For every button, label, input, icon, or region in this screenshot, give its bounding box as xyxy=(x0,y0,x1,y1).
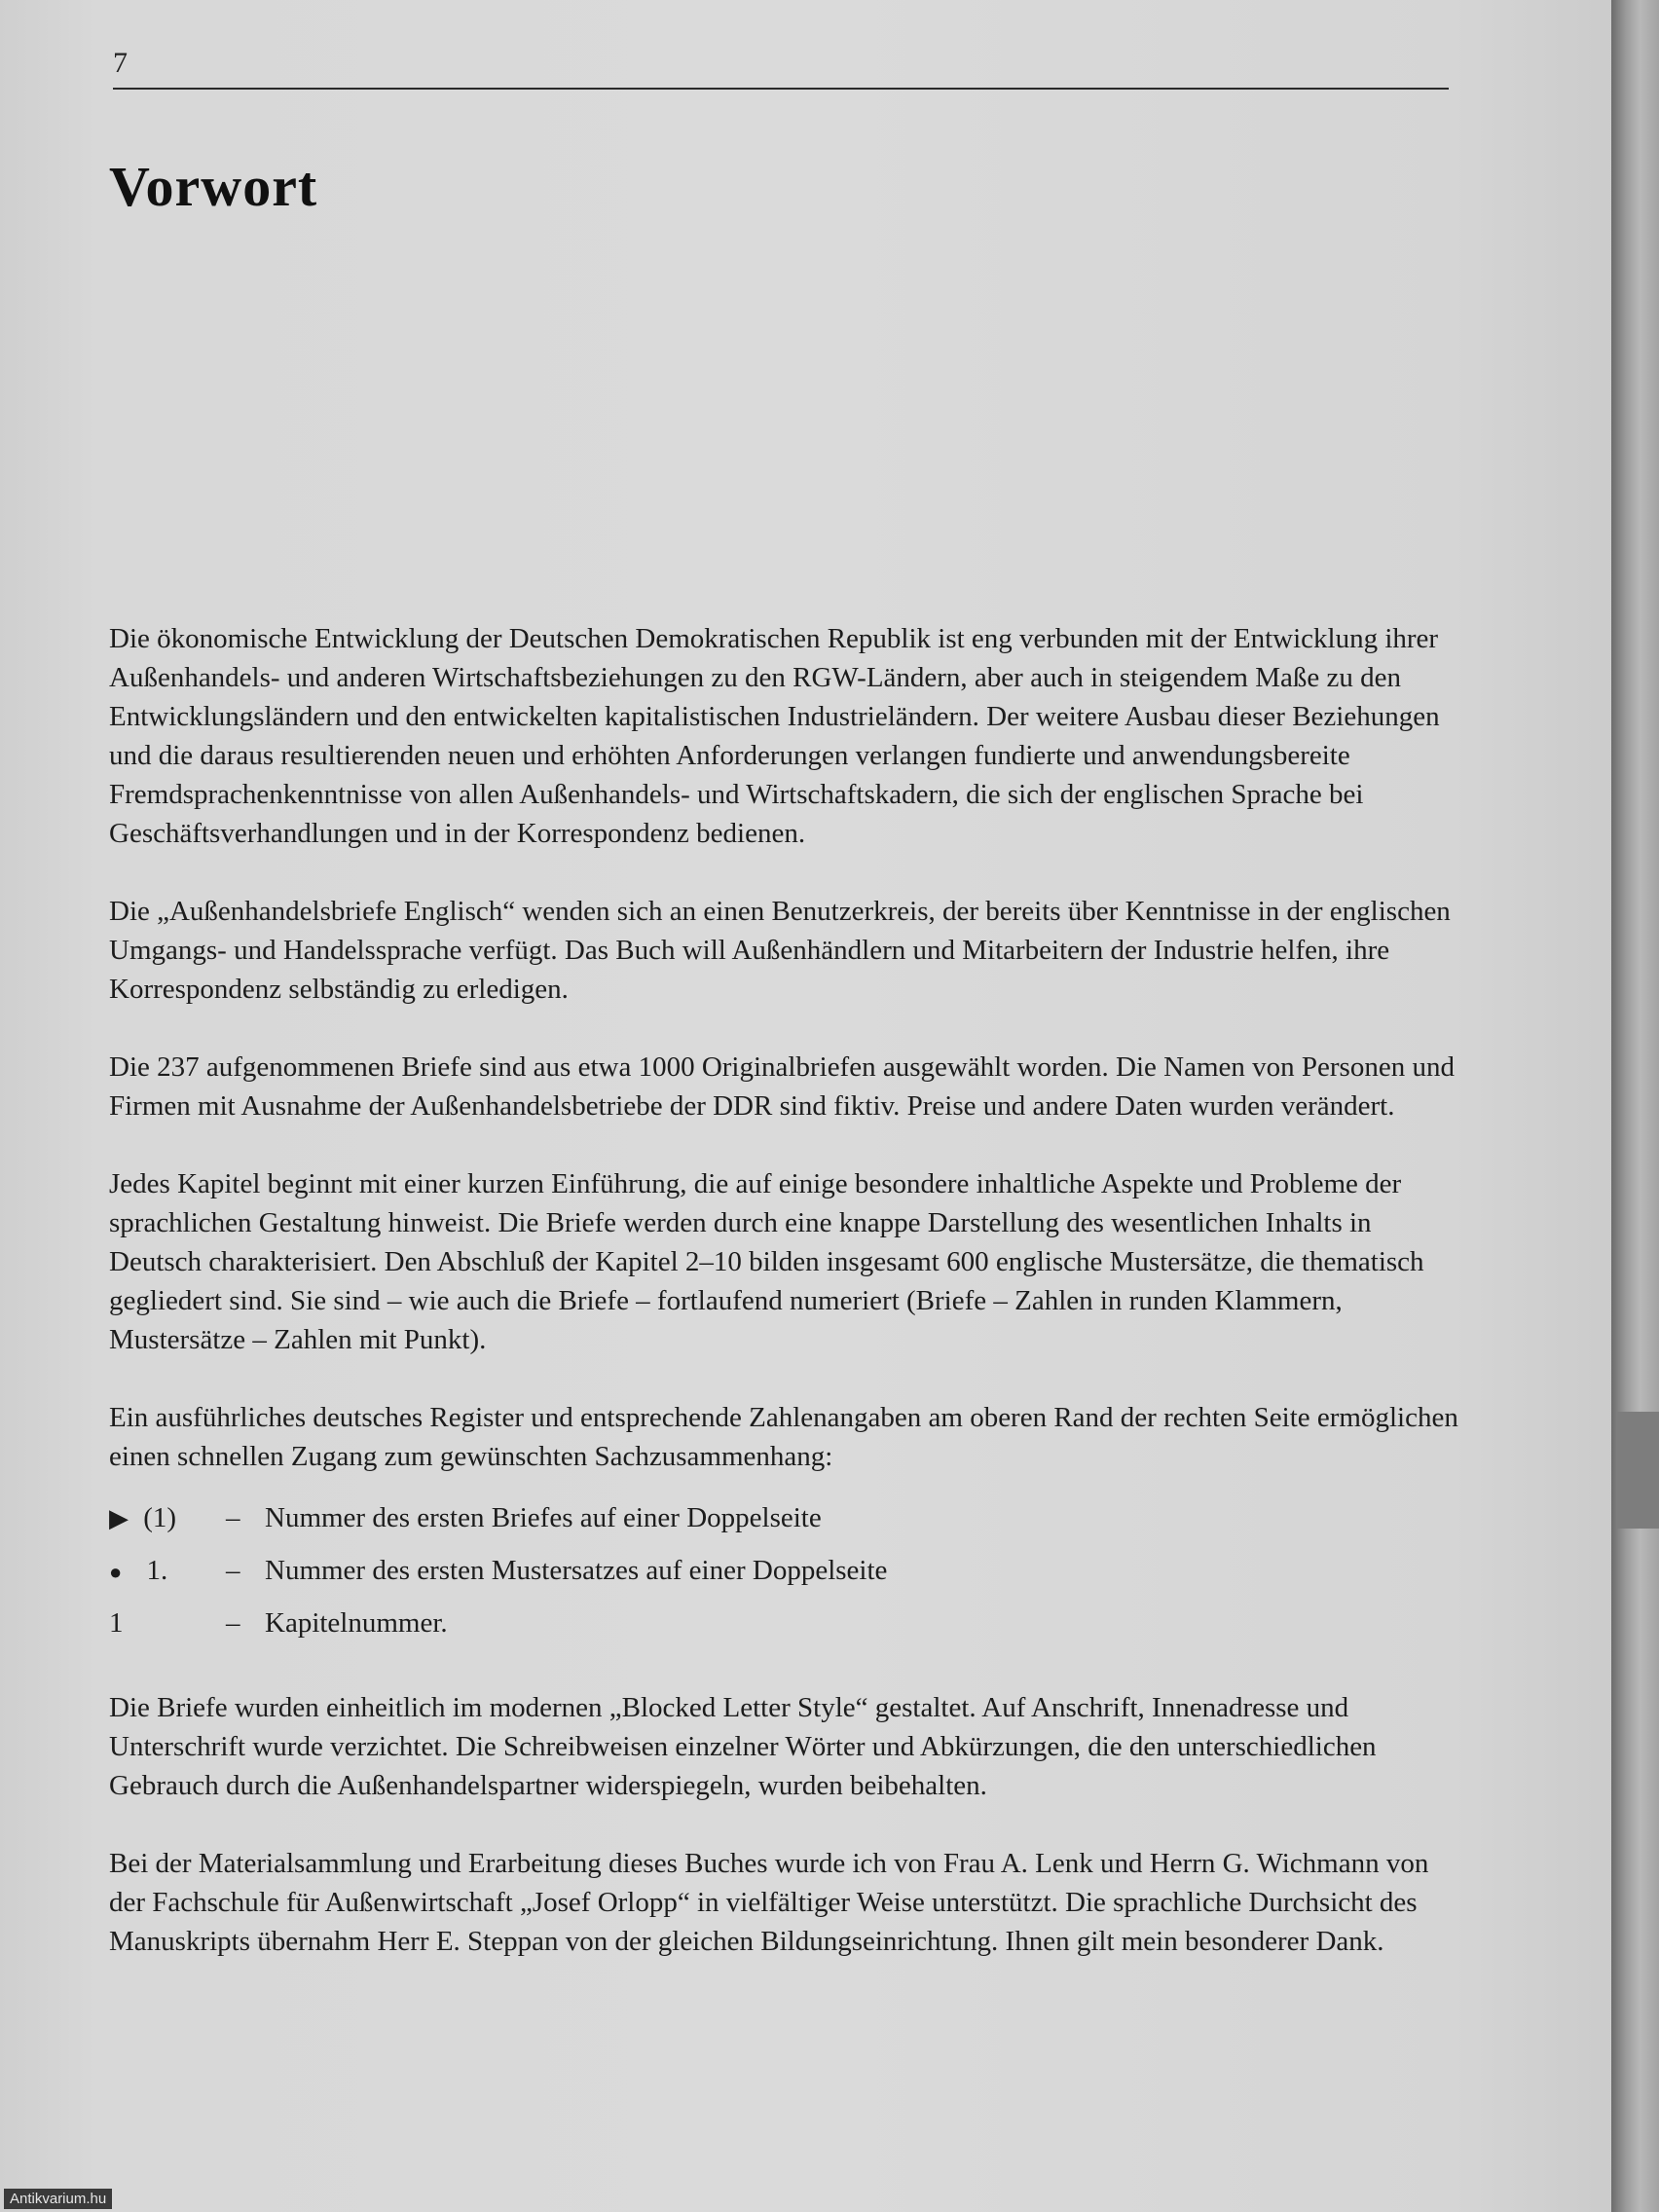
paragraph-3: Die 237 aufgenommenen Briefe sind aus etwa 1000 Originalbriefen ausgewählt worden. Die Namen von Personen und Firmen mit Ausnahme der Außenhandelsbetriebe der DDR sind fiktiv. Preise und andere Daten wurden verändert. xyxy=(109,1051,1455,1122)
header-rule xyxy=(113,88,1449,90)
paragraph-5: Ein ausführliches deutsches Register und entsprechende Zahlenangaben am oberen Rand der rechten Seite ermöglichen einen schnellen Zugang zum gewünschten Sachzusammenhang: xyxy=(109,1402,1458,1472)
legend-dash: – xyxy=(226,1555,240,1586)
triangle-icon: ▶ xyxy=(109,1504,129,1532)
page-number: 7 xyxy=(113,47,128,79)
legend-marker-sentence: 1. xyxy=(146,1555,168,1586)
legend-dash: – xyxy=(226,1502,240,1533)
legend-row-chapter xyxy=(109,1597,1462,1649)
number-legend xyxy=(109,1492,1462,1649)
page-title: Vorwort xyxy=(109,155,318,218)
legend-dash: – xyxy=(226,1607,240,1639)
page-edge xyxy=(1611,0,1659,2212)
paragraph-1: Die ökonomische Entwicklung der Deutschen Demokratischen Republik ist eng verbunden mit der Entwicklung ihrer Außenhandels- und anderen Wirtschaftsbeziehungen zu den RGW-Ländern, aber auch in steigendem Maße zu den Entwicklungsländern und den entwickelten kapitalistischen Industrieländern. Der weitere Ausbau dieser Beziehungen und die daraus resultierenden neuen und erhöhten Anforderungen verlangen fundierte und anwendungsbereite Fremdsprachenkenntnisse von allen Außenhandels- und Wirtschaftskadern, die sich der englischen Sprache bei Geschäftsverhandlungen und in der Korrespondenz bedienen. xyxy=(109,623,1440,849)
watermark: Antikvarium.hu xyxy=(4,2189,112,2209)
paragraph-7: Bei der Materialsammlung und Erarbeitung dieses Buches wurde ich von Frau A. Lenk und Herrn G. Wichmann von der Fachschule für Außenwirtschaft „Josef Orlopp“ in vielfältiger Weise unterstützt. Die sprachliche Durchsicht des Manuskripts übernahm Herr E. Steppan von der gleichen Bildungseinrichtung. Ihnen gilt mein besonderer Dank. xyxy=(109,1848,1429,1957)
paragraph-2: Die „Außenhandelsbriefe Englisch“ wenden sich an einen Benutzerkreis, der bereits über Kenntnisse in der englischen Umgangs- und Handelssprache verfügt. Das Buch will Außenhändlern und Mitarbeitern der Industrie helfen, ihre Korrespondenz selbständig zu erledigen. xyxy=(109,896,1451,1005)
legend-marker-chapter: 1 xyxy=(109,1607,124,1639)
legend-row-sentence xyxy=(109,1544,1462,1597)
legend-text-letter: Nummer des ersten Briefes auf einer Doppelseite xyxy=(265,1502,822,1533)
legend-text-chapter: Kapitelnummer. xyxy=(265,1607,448,1639)
paragraph-6: Die Briefe wurden einheitlich im modernen „Blocked Letter Style“ gestaltet. Auf Anschrift, Innenadresse und Unterschrift wurde verzichtet. Die Schreibweisen einzelner Wörter und Abkürzungen, die den unterschiedlichen Gebrauch durch die Außenhandelspartner widerspiegeln, wurden beibehalten. xyxy=(109,1692,1377,1801)
bullet-icon: ● xyxy=(109,1560,123,1584)
legend-text-sentence: Nummer des ersten Mustersatzes auf einer Doppelseite xyxy=(265,1555,888,1586)
page-tab xyxy=(1617,1412,1659,1529)
legend-marker-letter: (1) xyxy=(143,1502,177,1533)
paragraph-4: Jedes Kapitel beginnt mit einer kurzen Einführung, die auf einige besondere inhaltliche Aspekte und Probleme der sprachlichen Gestaltung hinweist. Die Briefe werden durch eine knappe Darstellung des wesentlichen Inhalts in Deutsch charakterisiert. Den Abschluß der Kapitel 2–10 bilden insgesamt 600 englische Mustersätze, die thematisch gegliedert sind. Sie sind – wie auch die Briefe – fortlaufend numeriert (Briefe – Zahlen in runden Klammern, Mustersätze – Zahlen mit Punkt). xyxy=(109,1168,1424,1355)
legend-row-letter xyxy=(109,1492,1462,1544)
preface-body xyxy=(109,619,1462,2000)
